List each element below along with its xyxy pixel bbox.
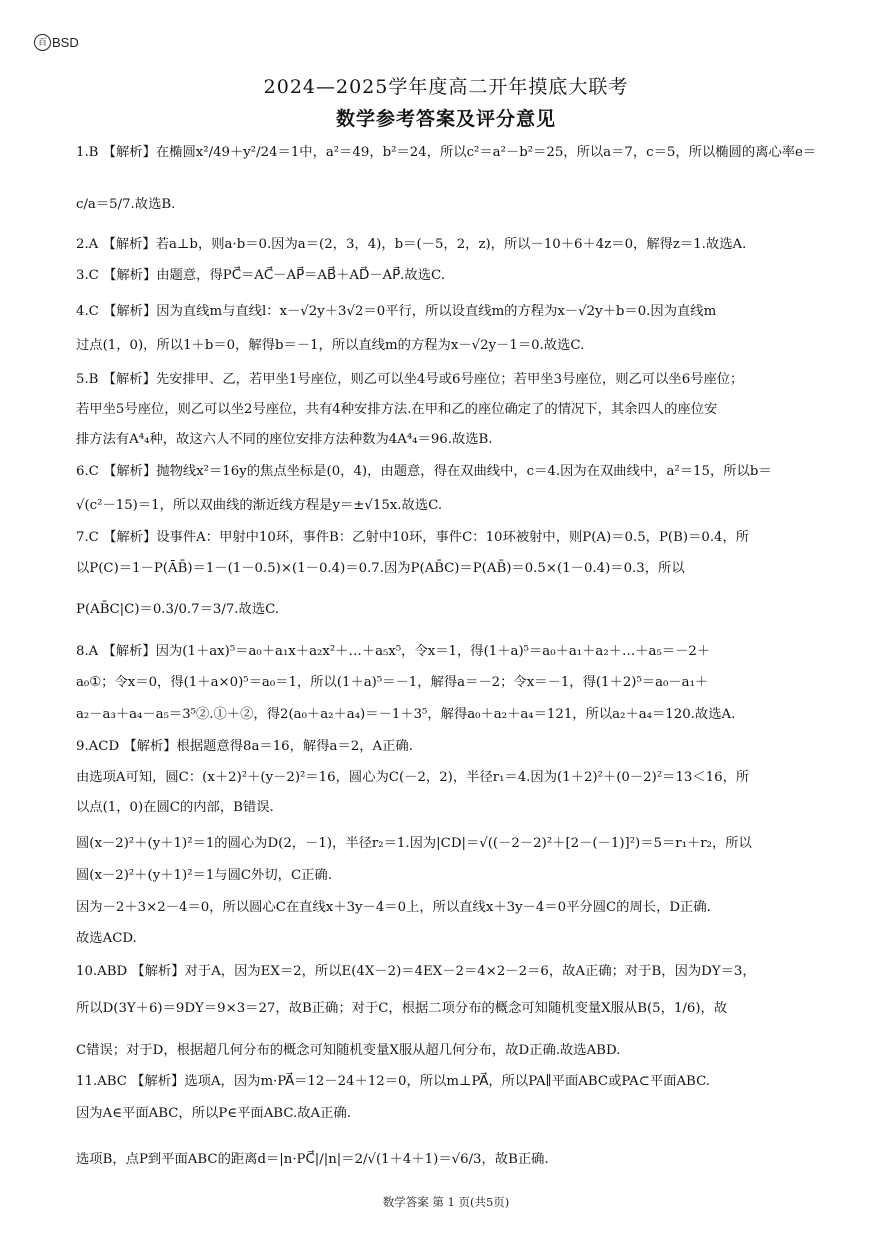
answer-line: 3.C 【解析】由题意，得PC⃗＝AC⃗－AP⃗＝AB⃗＋AD⃗－AP⃗.故选C. bbox=[76, 268, 445, 283]
answer-line: C错误；对于D，根据超几何分布的概念可知随机变量X服从超几何分布，故D正确.故选ABD. bbox=[76, 1043, 621, 1058]
answer-line: 9.ACD 【解析】根据题意得8a＝16，解得a＝2，A正确. bbox=[76, 739, 413, 754]
answer-line: c/a＝5/7.故选B. bbox=[76, 197, 176, 212]
answer-line: P(AB̄C|C)＝0.3/0.7＝3/7.故选C. bbox=[76, 602, 280, 617]
answer-line: 故选ACD. bbox=[76, 931, 137, 946]
answer-line: 4.C 【解析】因为直线m与直线l：x－√2y＋3√2＝0平行，所以设直线m的方程为x－√2y＋b＝0.因为直线m bbox=[76, 304, 717, 319]
answer-line: 若甲坐5号座位，则乙可以坐2号座位，共有4种安排方法.在甲和乙的座位确定了的情况下，其余四人的座位安 bbox=[76, 402, 718, 417]
page-footer: 数学答案 第 1 页(共5页) bbox=[382, 1195, 510, 1209]
answer-line: 因为－2＋3×2－4＝0，所以圆心C在直线x＋3y－4＝0上，所以直线x＋3y－4＝0平分圆C的周长，D正确. bbox=[76, 900, 711, 915]
page-title: 2024—2025学年度高二开年摸底大联考 bbox=[263, 76, 629, 98]
answer-line: 10.ABD 【解析】对于A，因为EX＝2，所以E(4X－2)＝4EX－2＝4×2－2＝6，故A正确；对于B，因为DY＝3， bbox=[76, 964, 756, 979]
answer-line: 排方法有A⁴₄种，故这六人不同的座位安排方法种数为4A⁴₄＝96.故选B. bbox=[76, 432, 493, 447]
logo-mark: 百 bbox=[34, 34, 51, 51]
answer-line: 所以D(3Y＋6)＝9DY＝9×3＝27，故B正确；对于C，根据二项分布的概念可知随机变量X服从B(5，1/6)，故 bbox=[76, 1001, 728, 1016]
answer-line: 以P(C)＝1－P(ĀB̄)＝1－(1－0.5)×(1－0.4)＝0.7.因为P(AB̄C)＝P(AB̄)＝0.5×(1－0.4)＝0.3，所以 bbox=[76, 561, 685, 576]
logo-text: BSD bbox=[52, 35, 79, 50]
answer-line: 8.A 【解析】因为(1＋ax)⁵＝a₀＋a₁x＋a₂x²＋…＋a₅x⁵，令x＝1，得(1＋a)⁵＝a₀＋a₁＋a₂＋…＋a₅＝－2＋ bbox=[76, 644, 711, 659]
page-subtitle: 数学参考答案及评分意见 bbox=[335, 108, 556, 130]
answer-line: 6.C 【解析】抛物线x²＝16y的焦点坐标是(0，4)，由题意，得在双曲线中，c＝4.因为在双曲线中，a²＝15，所以b＝ bbox=[76, 464, 772, 479]
logo bbox=[34, 34, 79, 51]
answer-line: 7.C 【解析】设事件A：甲射中10环，事件B：乙射中10环，事件C：10环被射中，则P(A)＝0.5，P(B)＝0.4，所 bbox=[76, 530, 750, 545]
answer-line: a₂－a₃＋a₄－a₅＝3⁵②.①＋②，得2(a₀＋a₂＋a₄)＝－1＋3⁵，解得a₀＋a₂＋a₄＝121，所以a₂＋a₄＝120.故选A. bbox=[76, 707, 736, 722]
answer-line: 以点(1，0)在圆C的内部，B错误. bbox=[76, 800, 274, 815]
answer-line: 过点(1，0)，所以1＋b＝0，解得b＝－1，所以直线m的方程为x－√2y－1＝0.故选C. bbox=[76, 338, 585, 353]
answer-line: a₀①；令x＝0，得(1＋a×0)⁵＝a₀＝1，所以(1＋a)⁵＝－1，解得a＝－2；令x＝－1，得(1＋2)⁵＝a₀－a₁＋ bbox=[76, 675, 709, 690]
answer-line: 11.ABC 【解析】选项A，因为m·PA⃗＝12－24＋12＝0，所以m⊥PA⃗，所以PA∥平面ABC或PA⊂平面ABC. bbox=[76, 1074, 710, 1089]
answer-line: 圆(x－2)²＋(y＋1)²＝1与圆C外切，C正确. bbox=[76, 868, 332, 883]
answer-line: 由选项A可知，圆C：(x＋2)²＋(y－2)²＝16，圆心为C(－2，2)，半径r₁＝4.因为(1＋2)²＋(0－2)²＝13＜16，所 bbox=[76, 770, 750, 785]
answer-line: 选项B，点P到平面ABC的距离d＝|n·PC⃗|/|n|＝2/√(1＋4＋1)＝√6/3，故B正确. bbox=[76, 1152, 549, 1167]
answer-line: 圆(x－2)²＋(y＋1)²＝1的圆心为D(2，－1)，半径r₂＝1.因为|CD|＝√((－2－2)²＋[2－(－1)]²)＝5＝r₁＋r₂，所以 bbox=[76, 836, 752, 851]
answer-line: 因为A∈平面ABC，所以P∈平面ABC.故A正确. bbox=[76, 1106, 351, 1121]
answer-line: √(c²－15)＝1，所以双曲线的渐近线方程是y＝±√15x.故选C. bbox=[76, 498, 443, 513]
answer-line: 5.B 【解析】先安排甲、乙，若甲坐1号座位，则乙可以坐4号或6号座位；若甲坐3号座位，则乙可以坐6号座位； bbox=[76, 372, 744, 387]
answer-line: 1.B 【解析】在椭圆x²/49＋y²/24＝1中，a²＝49，b²＝24，所以c²＝a²－b²＝25，所以a＝7，c＝5，所以椭圆的离心率e＝ bbox=[76, 145, 817, 160]
answer-line: 2.A 【解析】若a⊥b，则a·b＝0.因为a＝(2，3，4)，b＝(－5，2，z)，所以－10＋6＋4z＝0，解得z＝1.故选A. bbox=[76, 237, 747, 252]
